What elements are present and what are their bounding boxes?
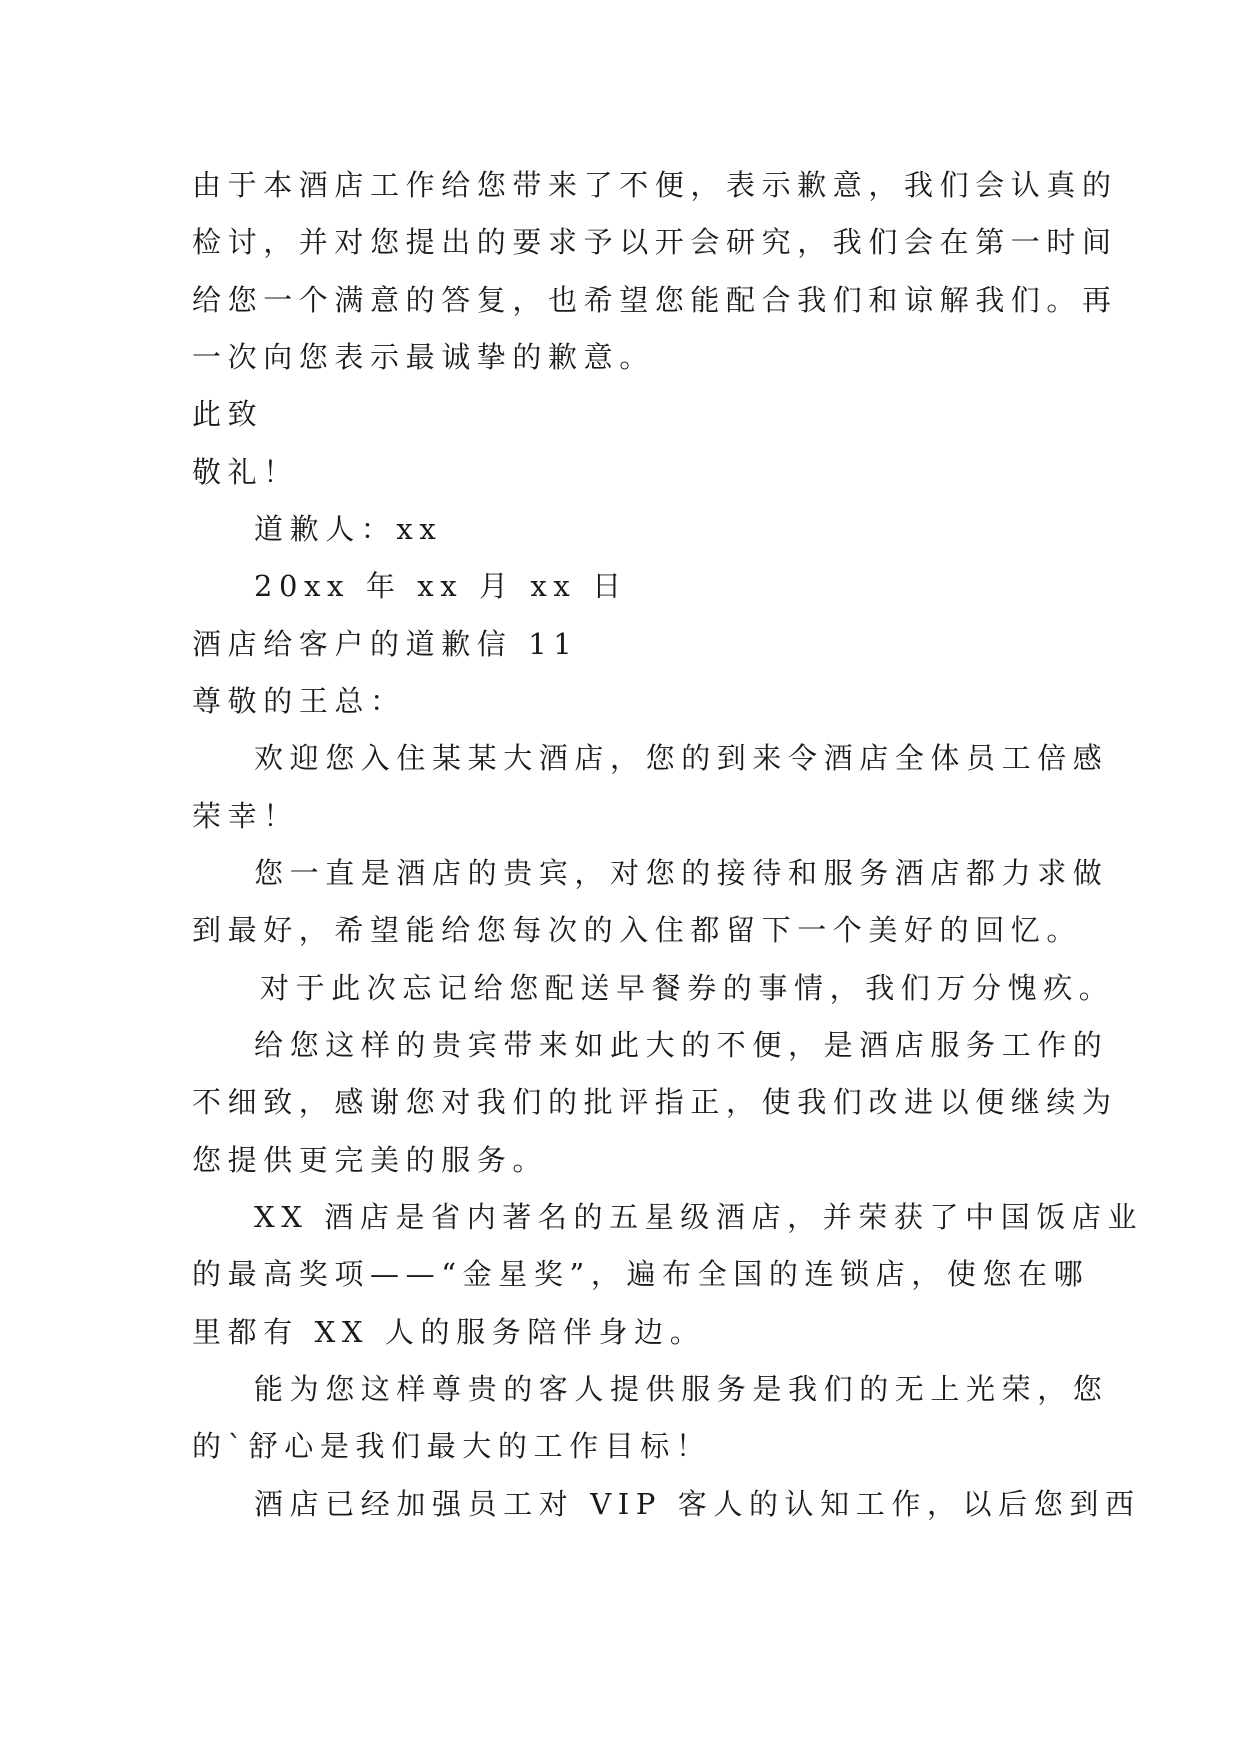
- paragraph-line: XX 酒店是省内著名的五星级酒店，并荣获了中国饭店业: [254, 1200, 1144, 1234]
- paragraph-line: 您提供更完美的服务。: [192, 1143, 549, 1177]
- paragraph-line: 欢迎您入住某某大酒店，您的到来令酒店全体员工倍感: [254, 741, 1109, 775]
- paragraph-line: 能为您这样尊贵的客人提供服务是我们的无上光荣，您: [254, 1372, 1109, 1406]
- paragraph-line: 对于此次忘记给您配送早餐券的事情，我们万分愧疚。: [260, 971, 1115, 1005]
- paragraph-line: 荣幸！: [192, 799, 299, 833]
- paragraph-line: 您一直是酒店的贵宾，对您的接待和服务酒店都力求做: [254, 856, 1109, 890]
- paragraph-line: 里都有 XX 人的服务陪伴身边。: [192, 1315, 706, 1349]
- paragraph-line: 酒店已经加强员工对 VIP 客人的认知工作，以后您到西: [254, 1487, 1141, 1521]
- paragraph-line: 不细致，感谢您对我们的批评指正，使我们改进以便继续为: [192, 1085, 1118, 1119]
- paragraph-line: 给您这样的贵宾带来如此大的不便，是酒店服务工作的: [254, 1028, 1109, 1062]
- paragraph-line: 由于本酒店工作给您带来了不便，表示歉意，我们会认真的: [192, 168, 1118, 202]
- paragraph-line: 的最高奖项——“金星奖”，遍布全国的连锁店，使您在哪: [192, 1257, 1090, 1291]
- paragraph-line: 给您一个满意的答复，也希望您能配合我们和谅解我们。再: [192, 283, 1118, 317]
- greeting: 尊敬的王总：: [192, 684, 406, 718]
- signature-date: 20xx 年 xx 月 xx 日: [254, 569, 628, 603]
- paragraph-line: 的`舒心是我们最大的工作目标！: [192, 1429, 712, 1463]
- signatory: 道歉人：xx: [254, 512, 443, 546]
- paragraph-line: 检讨，并对您提出的要求予以开会研究，我们会在第一时间: [192, 225, 1118, 259]
- paragraph-line: 到最好，希望能给您每次的入住都留下一个美好的回忆。: [192, 913, 1083, 947]
- closing-regards: 敬礼！: [192, 455, 299, 489]
- section-title: 酒店给客户的道歉信 11: [192, 627, 579, 661]
- paragraph-line: 一次向您表示最诚挚的歉意。: [192, 340, 655, 374]
- closing-salutation: 此致: [192, 397, 264, 431]
